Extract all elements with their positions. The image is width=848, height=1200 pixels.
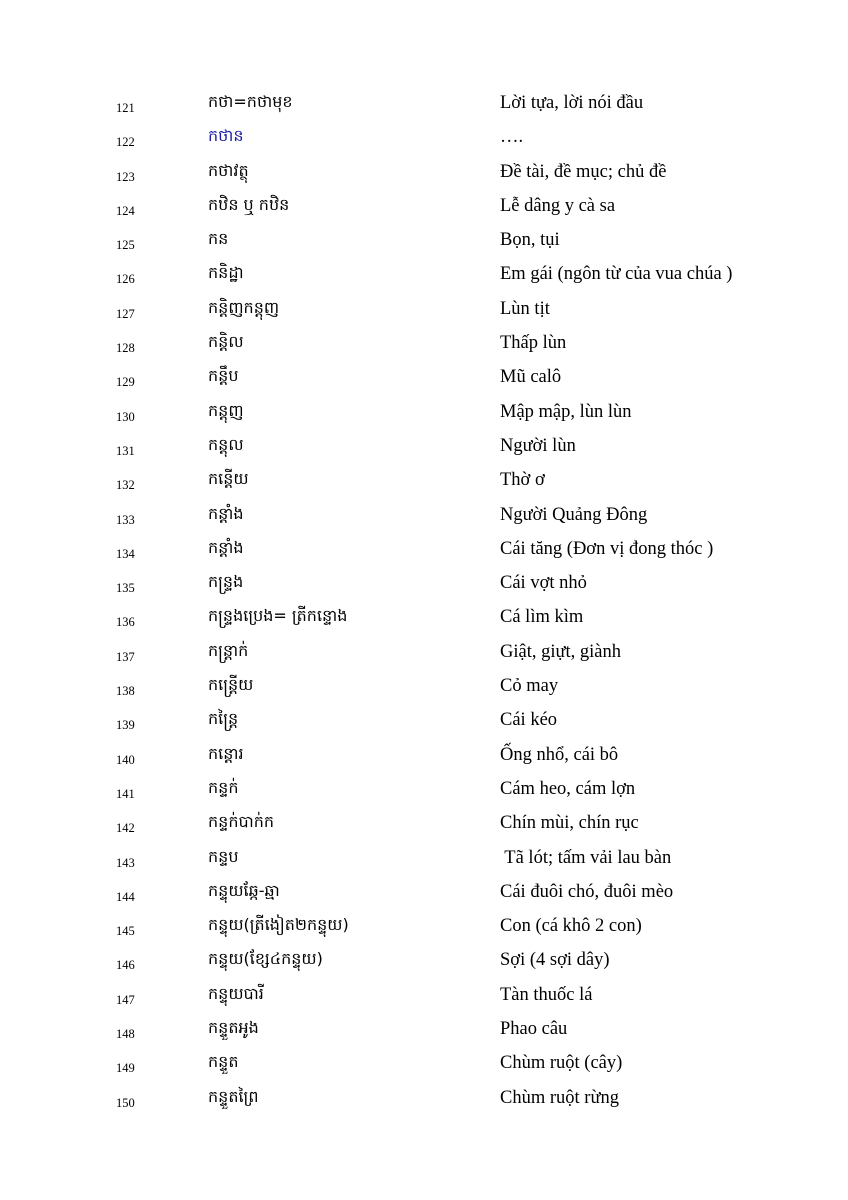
entry-row: [0, 774, 848, 808]
entry-row: [0, 431, 848, 465]
entry-row: [0, 945, 848, 979]
entry-number: 136: [116, 615, 135, 630]
entry-number: 127: [116, 306, 135, 321]
vietnamese-meaning: Cái đuôi chó, đuôi mèo: [500, 881, 674, 902]
entry-row: [0, 808, 848, 842]
vietnamese-meaning: Lời tựa, lời nói đầu: [500, 93, 644, 113]
vietnamese-meaning: ….: [500, 127, 524, 148]
khmer-term: កន្តិល: [208, 332, 244, 352]
vietnamese-meaning: Thờ ơ: [500, 470, 545, 491]
vietnamese-meaning: Cám heo, cám lợn: [500, 778, 636, 799]
khmer-term: កន្ទុយឆ្កែ-ឆ្មា: [208, 880, 280, 900]
entry-number: 149: [116, 1061, 135, 1076]
entry-row: [0, 362, 848, 396]
entry-row: [0, 877, 848, 911]
khmer-term: កន្តាំង: [208, 537, 244, 557]
khmer-term: កន្ទុយ(ខ្សែ៤កន្ទុយ): [208, 949, 323, 969]
entry-number: 142: [116, 821, 135, 836]
vietnamese-meaning: Chín mùi, chín rục: [500, 813, 639, 834]
entry-number: 135: [116, 581, 135, 596]
entry-row: [0, 911, 848, 945]
khmer-term: កន្ទុយបារី: [208, 983, 264, 1003]
entry-number: 133: [116, 512, 135, 527]
entry-number: 150: [116, 1095, 135, 1110]
khmer-term: កន្ត្រៃ: [208, 709, 239, 729]
vietnamese-meaning: Lùn tịt: [500, 298, 550, 319]
entry-row: [0, 88, 848, 122]
entry-number: 134: [116, 546, 135, 561]
vietnamese-meaning: Chùm ruột (cây): [500, 1053, 623, 1074]
vietnamese-meaning: Mũ calô: [500, 367, 562, 388]
vietnamese-meaning: Cái tăng (Đơn vị đong thóc ): [500, 538, 714, 559]
entry-number: 148: [116, 1027, 135, 1042]
vietnamese-meaning: Người lùn: [500, 435, 576, 456]
khmer-term: កន្តិញកន្តុញ: [208, 297, 280, 317]
entry-row: [0, 534, 848, 568]
khmer-term: កន្ទុយ(ត្រីងៀត២កន្ទុយ): [208, 915, 349, 935]
entry-row: [0, 1048, 848, 1082]
khmer-term: កន្ទក់: [208, 777, 239, 797]
vietnamese-meaning: Giật, giựt, giành: [500, 641, 622, 662]
vietnamese-meaning: Mập mập, lùn lùn: [500, 401, 632, 422]
vietnamese-meaning: Lễ dâng y cà sa: [500, 195, 616, 216]
vietnamese-meaning: Cái vợt nhỏ: [500, 573, 587, 594]
entry-row: [0, 1083, 848, 1117]
entry-row: [0, 122, 848, 156]
khmer-term: កន្តើយ: [208, 469, 249, 489]
khmer-term: កថាវត្ថុ: [208, 160, 249, 180]
entry-number: 140: [116, 752, 135, 767]
khmer-term: កឋិន ឬ កឋិន: [208, 194, 290, 214]
entry-row: [0, 740, 848, 774]
entry-number: 132: [116, 478, 135, 493]
entry-number: 130: [116, 409, 135, 424]
vietnamese-meaning: Đề tài, đề mục; chủ đề: [500, 161, 667, 182]
entry-number: 147: [116, 992, 135, 1007]
entry-row: [0, 328, 848, 362]
khmer-term: កន្ទក់បាក់ក: [208, 812, 275, 832]
entry-number: 122: [116, 135, 135, 150]
entry-row: [0, 191, 848, 225]
vietnamese-meaning: Cái kéo: [500, 710, 558, 731]
entry-number: 123: [116, 169, 135, 184]
entry-number: 125: [116, 238, 135, 253]
entry-row: [0, 294, 848, 328]
entry-number: 126: [116, 272, 135, 287]
khmer-term: កន្ត្រើយ: [208, 675, 254, 695]
entry-number: 146: [116, 958, 135, 973]
khmer-term: កន្ទួត: [208, 1052, 239, 1072]
khmer-term: កន្តោរ: [208, 743, 244, 763]
entry-row: [0, 259, 848, 293]
khmer-term: កន្ទ្រង: [208, 572, 244, 592]
vietnamese-meaning: Sợi (4 sợi dây): [500, 950, 610, 971]
khmer-term: កន្តាំង: [208, 503, 244, 523]
khmer-term: កន្ទួតព្រៃ: [208, 1086, 259, 1106]
vietnamese-meaning: Người Quảng Đông: [500, 504, 648, 525]
vietnamese-meaning: Cá lìm kìm: [500, 607, 584, 628]
entry-number: 131: [116, 443, 135, 458]
entry-number: 129: [116, 375, 135, 390]
khmer-term: កន្តុញ: [208, 400, 244, 420]
khmer-term: កនិដ្ឋា: [208, 263, 244, 283]
entry-number: 145: [116, 924, 135, 939]
khmer-term: កន្តឹប: [208, 366, 239, 386]
entry-number: 121: [116, 101, 135, 115]
khmer-term: កន្ទប: [208, 846, 239, 866]
vietnamese-meaning: Bọn, tụi: [500, 230, 560, 251]
entry-number: 124: [116, 203, 135, 218]
entry-number: 144: [116, 889, 135, 904]
entry-row: [0, 637, 848, 671]
entry-row: [0, 602, 848, 636]
entry-number: 138: [116, 684, 135, 699]
entry-row: [0, 705, 848, 739]
entry-number: 141: [116, 786, 135, 801]
vietnamese-meaning: Ống nhổ, cái bô: [500, 744, 619, 765]
vietnamese-meaning: Thấp lùn: [500, 333, 567, 354]
entry-number: 143: [116, 855, 135, 870]
entry-row: [0, 500, 848, 534]
entry-row: [0, 225, 848, 259]
entry-row: [0, 980, 848, 1014]
entry-row: [0, 465, 848, 499]
khmer-term: កន្តុល: [208, 434, 244, 454]
khmer-term: កន្ត្រាក់: [208, 640, 249, 660]
entry-row: [0, 568, 848, 602]
khmer-term: កន្ទ្រងប្រេង= ត្រីកន្ទោង: [208, 606, 348, 626]
entry-row: [0, 397, 848, 431]
entry-number: 139: [116, 718, 135, 733]
vietnamese-meaning: Chùm ruột rừng: [500, 1087, 619, 1108]
entry-list: [0, 88, 848, 1117]
vietnamese-meaning: Tàn thuốc lá: [500, 984, 593, 1005]
entry-number: 137: [116, 649, 135, 664]
vietnamese-meaning: Cỏ may: [500, 676, 559, 697]
vietnamese-meaning: Con (cá khô 2 con): [500, 916, 642, 937]
khmer-term: កថាន: [208, 126, 244, 146]
entry-row: [0, 1014, 848, 1048]
vietnamese-meaning: Phao câu: [500, 1019, 568, 1040]
entry-row: [0, 671, 848, 705]
entry-number: 128: [116, 341, 135, 356]
khmer-term: កថា=កថាមុខ: [208, 92, 293, 111]
khmer-term: កន: [208, 229, 229, 249]
vietnamese-meaning: Em gái (ngôn từ của vua chúa ): [500, 264, 733, 285]
vietnamese-meaning: Tã lót; tấm vải lau bàn: [500, 847, 672, 868]
khmer-term: កន្ទួតអូង: [208, 1018, 259, 1038]
entry-row: [0, 157, 848, 191]
entry-row: [0, 843, 848, 877]
